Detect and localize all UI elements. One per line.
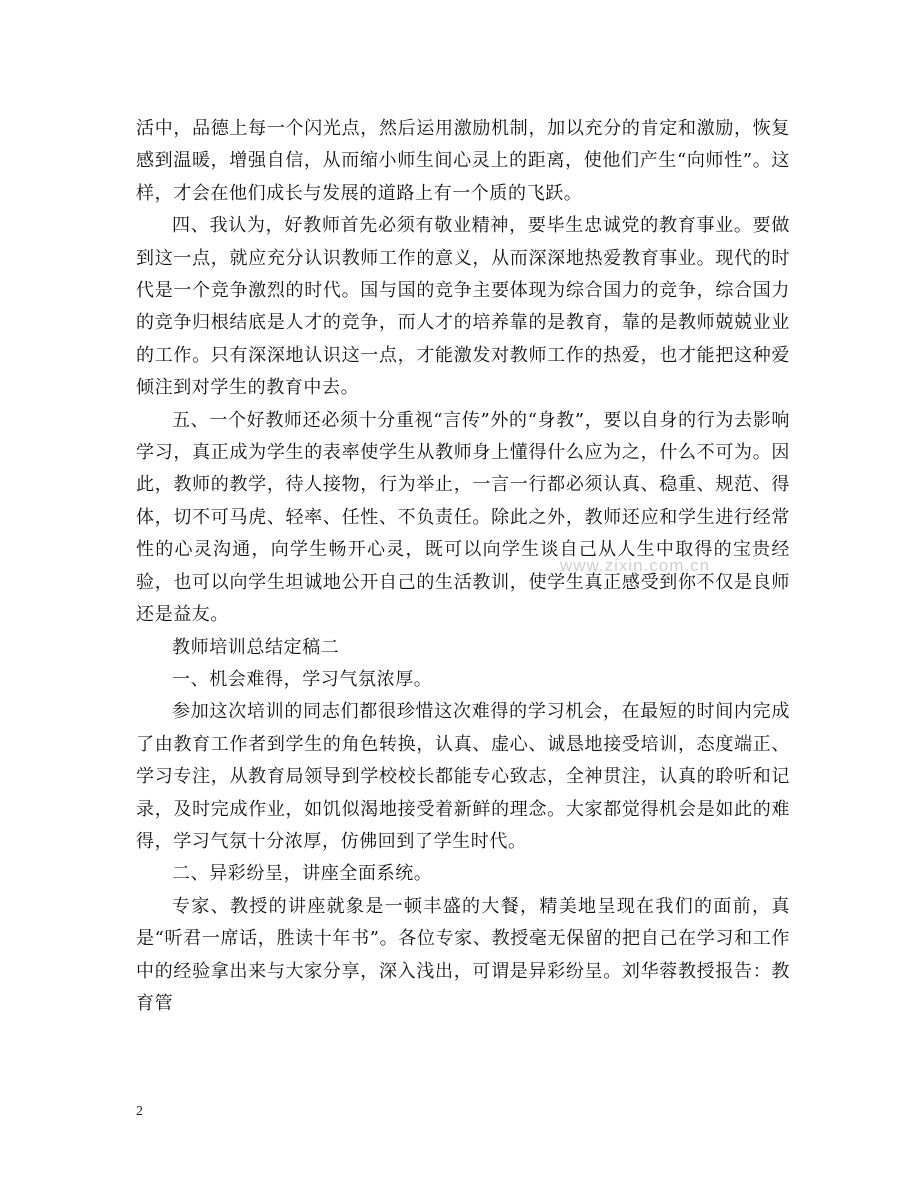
watermark: www.zixin.com.cn xyxy=(560,556,711,575)
page-number: 2 xyxy=(136,1104,143,1119)
paragraph-lectures: 专家、教授的讲座就象是一顿丰盛的大餐，精美地呈现在我们的面前，真是“听君一席话，胜读十年书”。各位专家、教授毫无保留的把自己在学习和工作中的经验拿出来与大家分享，深入浅出，可谓是异彩纷呈。刘华蓉教授报告：教育管 xyxy=(136,895,790,1014)
heading-two: 二、异彩纷呈，讲座全面系统。 xyxy=(172,863,433,885)
section-title: 教师培训总结定稿二 xyxy=(172,636,340,658)
paragraph-training: 参加这次培训的同志们都很珍惜这次难得的学习机会，在最短的时间内完成了由教育工作者到学生的角色转换，认真、虚心、诚恳地接受培训，态度端正、学习专注，从教育局领导到学校校长都能专心致志，全神贯注，认真的聆听和记录，及时完成作业，如饥似渴地接受着新鲜的理念。大家都觉得机会是如此的难得，学习气氛十分浓厚，仿佛回到了学生时代。 xyxy=(136,701,790,852)
heading-one: 一、机会难得，学习气氛浓厚。 xyxy=(172,668,433,690)
paragraph-five: 五、一个好教师还必须十分重视“言传”外的“身教”，要以自身的行为去影响学习，真正成为学生的表率使学生从教师身上懂得什么应为之，什么不可为。因此，教师的教学，待人接物，行为举止，一言一行都必须认真、稳重、规范、得体，切不可马虎、轻率、任性、不负责任。除此之外，教师还应和学生进行经常性的心灵沟通，向学生畅开心灵，既可以向学生谈自己从人生中取得的宝贵经验，也可以向学生坦诚地公开自己的生活教训，使学生真正感受到你不仅是良师还是益友。 xyxy=(136,409,790,626)
paragraph-continuation: 活中，品德上每一个闪光点，然后运用激励机制，加以充分的肯定和激励，恢复感到温暖，增强自信，从而缩小师生间心灵上的距离，使他们产生“向师性”。这样，才会在他们成长与发展的道路上有一个质的飞跃。 xyxy=(136,118,790,204)
paragraph-four: 四、我认为，好教师首先必须有敬业精神，要毕生忠诚党的教育事业。要做到这一点，就应充分认识教师工作的意义，从而深深地热爱教育事业。现代的时代是一个竞争激烈的时代。国与国的竞争主要体现为综合国力的竞争，综合国力的竞争归根结底是人才的竞争，而人才的培养靠的是教育，靠的是教师兢兢业业的工作。只有深深地认识这一点，才能激发对教师工作的热爱，也才能把这种爱倾注到对学生的教育中去。 xyxy=(136,215,790,399)
